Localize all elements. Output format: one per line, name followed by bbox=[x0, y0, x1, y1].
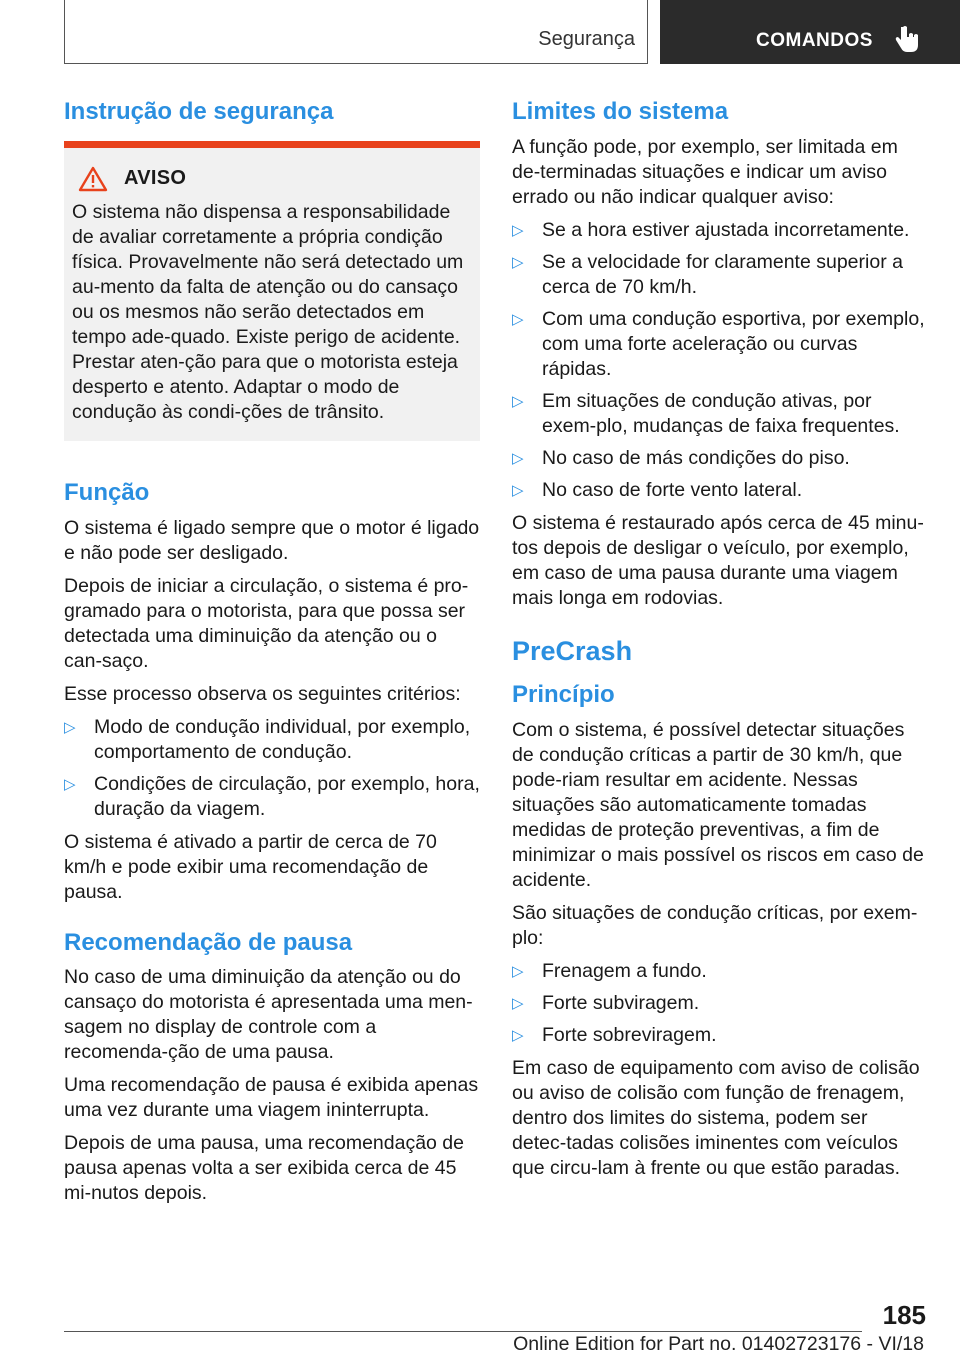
list-item: ▷ Condições de circulação, por exemplo, hora, duração da viagem. bbox=[64, 772, 480, 820]
paragraph: Com o sistema, é possível detectar situações de condução críticas a partir de 30 km/h, que pode-riam resultar em acidente. Nessas situações são automaticamente tomadas medidas de proteção preventivas, a fim de minimizar o mais possível os riscos em caso de acidente. bbox=[512, 718, 924, 891]
bullet-triangle-icon: ▷ bbox=[512, 962, 524, 980]
warning-title: AVISO bbox=[124, 167, 187, 190]
header-chapter-tab[interactable] bbox=[660, 0, 960, 64]
page-number: 185 bbox=[882, 1300, 926, 1330]
paragraph: Depois de uma pausa, uma recomendação de pausa apenas volta a ser exibida cerca de 45 mi-nutos depois. bbox=[64, 1132, 464, 1205]
list-item: ▷ Modo de condução individual, por exemplo, comportamento de condução. bbox=[64, 715, 471, 763]
bullet-triangle-icon: ▷ bbox=[64, 718, 76, 736]
heading-limits: Limites do sistema bbox=[512, 98, 729, 125]
bullet-triangle-icon: ▷ bbox=[512, 449, 524, 467]
heading-safety: Instrução de segurança bbox=[64, 98, 334, 125]
bullet-triangle-icon: ▷ bbox=[512, 221, 524, 239]
list-item: ▷ No caso de más condições do piso. bbox=[512, 446, 850, 469]
paragraph: O sistema é ligado sempre que o motor é ligado e não pode ser desligado. bbox=[64, 516, 480, 564]
list-item: ▷ No caso de forte vento lateral. bbox=[512, 478, 803, 501]
left-column bbox=[64, 98, 480, 1214]
section-title: Segurança bbox=[538, 28, 635, 50]
situations-list bbox=[512, 959, 926, 1048]
paragraph: O sistema é ativado a partir de cerca de 70 km/h e pode exibir uma recomendação de pausa. bbox=[64, 830, 437, 903]
list-item: ▷ Em situações de condução ativas, por exem-plo, mudanças de faixa frequentes. bbox=[512, 389, 900, 437]
list-item: ▷ Com uma condução esportiva, por exemplo, com uma forte aceleração ou curvas rápidas. bbox=[512, 307, 925, 380]
paragraph: O sistema é restaurado após cerca de 45 minu-tos depois de desligar o veículo, por exemplo, em caso de uma pausa durante uma viagem mais longa em rodovias. bbox=[512, 511, 924, 609]
bullet-triangle-icon: ▷ bbox=[512, 994, 524, 1012]
warning-box bbox=[64, 141, 480, 441]
paragraph: Depois de iniciar a circulação, o sistema é pro-gramado para o motorista, para que possa ser detectada uma diminuição da atenção ou o can-saço. bbox=[64, 574, 469, 672]
paragraph: Esse processo observa os seguintes critérios: bbox=[64, 682, 461, 705]
list-item: ▷ Frenagem a fundo. bbox=[512, 959, 707, 982]
header-section-box bbox=[64, 0, 648, 64]
paragraph: Em caso de equipamento com aviso de colisão ou aviso de colisão com função de frenagem, dentro dos limites do sistema, podem ser detec-tadas colisões iminentes com veículos que circu-lam à frente ou que estão paradas. bbox=[512, 1056, 920, 1179]
limits-list bbox=[512, 218, 926, 503]
paragraph: São situações de condução críticas, por exem-plo: bbox=[512, 901, 918, 949]
paragraph: Uma recomendação de pausa é exibida apenas uma vez durante uma viagem ininterrupta. bbox=[64, 1074, 479, 1122]
bullet-triangle-icon: ▷ bbox=[512, 392, 524, 410]
warning-text: O sistema não dispensa a responsabilidade de avaliar corretamente a própria condição física. Provavelmente não será detectado um au-mento da falta de atenção ou do cansaço ou os mesmos não serão detectados em tempo ade-quado. Existe perigo de acidente. Prestar aten-ção para que o motorista esteja desperto e atento. Adaptar o modo de condução às condi-ções de trânsito. bbox=[72, 200, 464, 423]
heading-principle: Princípio bbox=[512, 681, 615, 709]
list-item: ▷ Se a velocidade for claramente superior a cerca de 70 km/h. bbox=[512, 250, 903, 298]
bullet-triangle-icon: ▷ bbox=[512, 253, 524, 271]
footer-divider bbox=[64, 1331, 862, 1332]
paragraph: No caso de uma diminuição da atenção ou do cansaço do motorista é apresentada uma men-sagem no display de controle com a recomenda-ção de uma pausa. bbox=[64, 966, 473, 1064]
heading-function: Função bbox=[64, 478, 150, 506]
bullet-triangle-icon: ▷ bbox=[512, 310, 524, 328]
heading-precrash: PreCrash bbox=[512, 635, 633, 666]
criteria-list bbox=[64, 715, 480, 822]
edition-text: Online Edition for Part no. 01402723176 - VI/18 bbox=[513, 1333, 924, 1355]
warning-header bbox=[72, 166, 470, 192]
bullet-triangle-icon: ▷ bbox=[512, 481, 524, 499]
bullet-triangle-icon: ▷ bbox=[64, 775, 76, 793]
hand-pointer-icon bbox=[894, 24, 922, 54]
list-item: ▷ Forte subviragem. bbox=[512, 991, 700, 1014]
warning-triangle-icon bbox=[78, 166, 108, 192]
chapter-title: COMANDOS bbox=[756, 30, 873, 51]
right-column bbox=[512, 98, 926, 1189]
list-item: ▷ Forte sobreviragem. bbox=[512, 1023, 717, 1046]
heading-pause: Recomendação de pausa bbox=[64, 928, 353, 956]
paragraph: A função pode, por exemplo, ser limitada em de-terminadas situações e indicar um aviso errado ou não indicar qualquer aviso: bbox=[512, 135, 898, 208]
list-item: ▷ Se a hora estiver ajustada incorretamente. bbox=[512, 218, 910, 241]
bullet-triangle-icon: ▷ bbox=[512, 1026, 524, 1044]
